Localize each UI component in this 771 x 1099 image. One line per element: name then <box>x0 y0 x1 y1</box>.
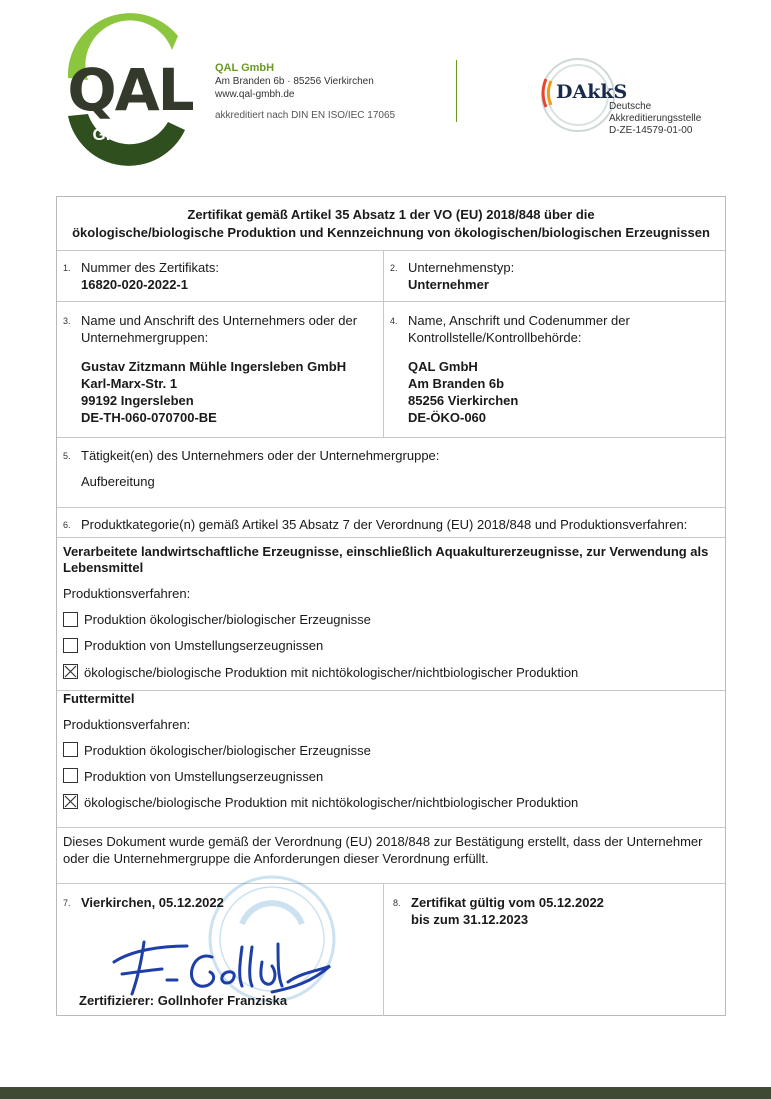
activity-label: Tätigkeit(en) des Unternehmers oder der Unternehmergruppe: <box>81 448 440 463</box>
certificate-number-label: Nummer des Zertifikats: <box>81 260 219 275</box>
dakks-line2: Akkreditierungsstelle <box>609 113 702 124</box>
control-body-code: DE-ÖKO-060 <box>408 410 487 425</box>
control-body-city: 85256 Vierkirchen <box>408 393 519 408</box>
dakks-logo <box>538 55 628 135</box>
row-divider <box>57 437 725 438</box>
company-website[interactable]: www.qal-gmbh.de <box>215 89 295 100</box>
qal-contact-block <box>215 62 395 122</box>
control-body-name: QAL GmbH <box>408 359 478 374</box>
checkbox-organic-production[interactable] <box>63 612 78 627</box>
row-divider <box>57 827 725 828</box>
checkmark-x-icon <box>64 665 77 678</box>
control-body-label-1: Name, Anschrift und Codenummer der <box>408 313 630 328</box>
category-food-line-2: Lebensmittel <box>63 560 144 575</box>
checkbox-mixed-production[interactable] <box>63 794 78 809</box>
checkbox-conversion-products[interactable] <box>63 768 78 783</box>
logo-text: QAL <box>67 56 193 124</box>
row-divider <box>57 690 725 691</box>
dakks-code: D-ZE-14579-01-00 <box>609 125 693 136</box>
footer-bar <box>0 1087 771 1099</box>
operator-name: Gustav Zitzmann Mühle Ingersleben GmbH <box>81 359 347 374</box>
certificate-number-value: 16820-020-2022-1 <box>81 277 188 292</box>
company-type-label: Unternehmenstyp: <box>408 260 515 275</box>
option-mixed-production: ökologische/biologische Produktion mit nichtökologischer/nichtbiologischer Produktion <box>84 665 579 680</box>
validity-to: bis zum 31.12.2023 <box>411 912 529 927</box>
section-5-number: 5. <box>63 451 71 461</box>
operator-street: Karl-Marx-Str. 1 <box>81 376 178 391</box>
category-food-line-1: Verarbeitete landwirtschaftliche Erzeugnisse, einschließlich Aquakulturerzeugnisse, zur Verwendung als <box>63 544 709 559</box>
operator-city: 99192 Ingersleben <box>81 393 194 408</box>
activity-value: Aufbereitung <box>81 474 155 489</box>
dakks-text-block <box>609 101 701 137</box>
row-divider <box>57 507 725 508</box>
section-4-number: 4. <box>390 316 398 326</box>
column-divider <box>383 883 384 1016</box>
certifier-name: Zertifizierer: Gollnhofer Franziska <box>79 993 288 1008</box>
header-divider <box>456 60 457 122</box>
dakks-line1: Deutsche <box>609 101 652 112</box>
section-2-number: 2. <box>390 263 398 273</box>
logo-subtext: GmbH <box>92 125 144 144</box>
option-conversion-products: Produktion von Umstellungserzeugnissen <box>84 769 324 784</box>
company-type-value: Unternehmer <box>408 277 489 292</box>
section-6-number: 6. <box>63 520 71 530</box>
row-divider <box>57 250 725 251</box>
option-organic-production: Produktion ökologischer/biologischer Erzeugnisse <box>84 612 371 627</box>
qal-logo <box>60 18 200 168</box>
certificate-frame <box>56 196 726 1016</box>
operator-label-2: Unternehmergruppen: <box>81 330 209 345</box>
place-date-value: Vierkirchen, 05.12.2022 <box>81 895 224 910</box>
company-name: QAL GmbH <box>215 62 275 74</box>
production-method-label: Produktionsverfahren: <box>63 717 191 732</box>
checkmark-x-icon <box>64 795 77 808</box>
control-body-label-2: Kontrollstelle/Kontrollbehörde: <box>408 330 582 345</box>
accreditation-text: akkreditiert nach DIN EN ISO/IEC 17065 <box>215 110 396 121</box>
product-category-label: Produktkategorie(n) gemäß Artikel 35 Absatz 7 der Verordnung (EU) 2018/848 und Produktionsverfahren: <box>81 517 688 532</box>
validity-from: Zertifikat gültig vom 05.12.2022 <box>411 895 604 910</box>
row-divider <box>57 301 725 302</box>
signature <box>92 922 332 1002</box>
section-3-number: 3. <box>63 316 71 326</box>
operator-label-1: Name und Anschrift des Unternehmers oder der <box>81 313 358 328</box>
section-8-number: 8. <box>393 898 401 908</box>
section-7-number: 7. <box>63 898 71 908</box>
category-feed: Futtermittel <box>63 691 135 706</box>
option-mixed-production: ökologische/biologische Produktion mit nichtökologischer/nichtbiologischer Produktion <box>84 795 579 810</box>
statement-line-1: Dieses Dokument wurde gemäß der Verordnung (EU) 2018/848 zur Bestätigung erstellt, dass der Unternehmer <box>63 834 703 849</box>
column-divider <box>383 250 384 437</box>
section-1-number: 1. <box>63 263 71 273</box>
checkbox-mixed-production[interactable] <box>63 664 78 679</box>
row-divider <box>57 537 725 538</box>
title-line-2: ökologische/biologische Produktion und Kennzeichnung von ökologischen/biologischen Erzeugnissen <box>72 225 710 240</box>
certificate-title <box>57 206 725 242</box>
row-divider <box>57 883 725 884</box>
option-conversion-products: Produktion von Umstellungserzeugnissen <box>84 638 324 653</box>
checkbox-conversion-products[interactable] <box>63 638 78 653</box>
control-body-street: Am Branden 6b <box>408 376 505 391</box>
operator-code: DE-TH-060-070700-BE <box>81 410 217 425</box>
option-organic-production: Produktion ökologischer/biologischer Erzeugnisse <box>84 743 371 758</box>
company-address: Am Branden 6b · 85256 Vierkirchen <box>215 76 374 87</box>
checkbox-organic-production[interactable] <box>63 742 78 757</box>
dakks-logo-text: DAkkS <box>556 81 628 103</box>
title-line-1: Zertifikat gemäß Artikel 35 Absatz 1 der VO (EU) 2018/848 über die <box>187 207 595 222</box>
statement-line-2: oder die Unternehmergruppe die Anforderungen dieser Verordnung erfüllt. <box>63 851 489 866</box>
production-method-label: Produktionsverfahren: <box>63 586 191 601</box>
